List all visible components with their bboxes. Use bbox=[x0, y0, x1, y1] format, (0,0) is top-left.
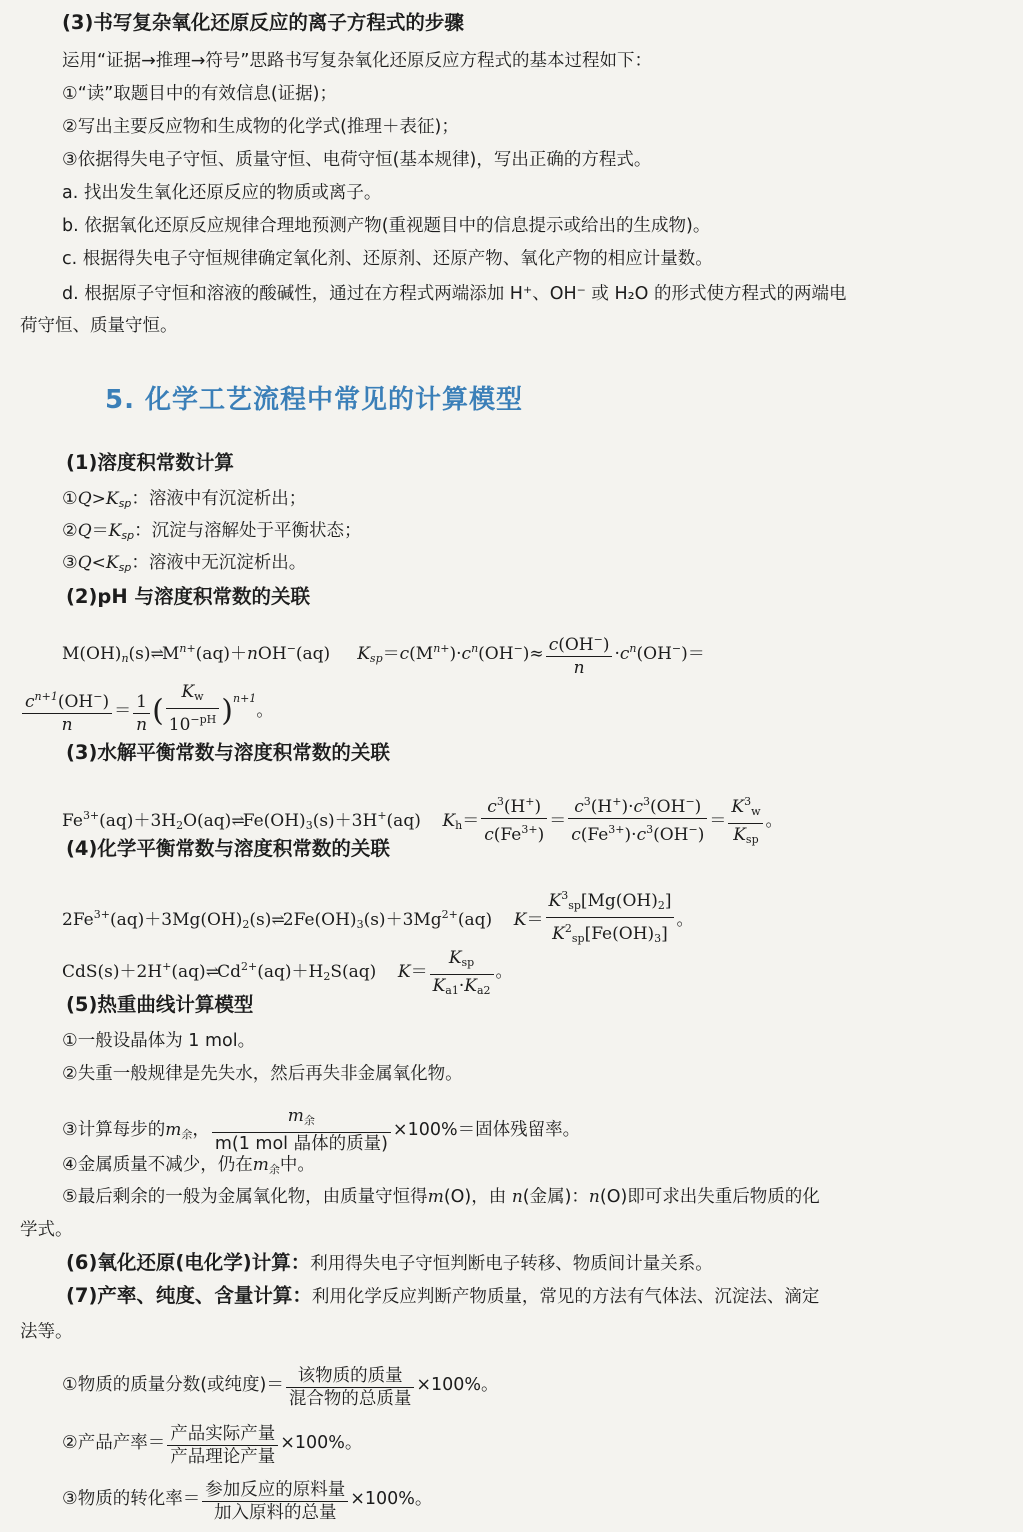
thermo-rule-1: ①一般设晶体为 1 mol。 bbox=[62, 1031, 256, 1051]
step-c: c. 根据得失电子守恒规律确定氧化剂、还原剂、还原产物、氧化产物的相应计量数。 bbox=[62, 249, 713, 269]
conversion-label: ③物质的转化率＝ bbox=[62, 1489, 201, 1509]
part-6-title: (6)氧化还原(电化学)计算： bbox=[66, 1251, 311, 1274]
mass-fraction-formula bbox=[62, 1366, 499, 1409]
part-3-title: (3)水解平衡常数与溶度积常数的关联 bbox=[66, 741, 390, 764]
mass-fraction-percent: ×100%。 bbox=[416, 1375, 499, 1395]
mass-fraction-label: ①物质的质量分数(或纯度)＝ bbox=[62, 1375, 284, 1395]
yield-denominator: 产品理论产量 bbox=[170, 1447, 276, 1467]
conversion-numerator: 参加反应的原料量 bbox=[202, 1480, 348, 1502]
conversion-percent: ×100%。 bbox=[350, 1489, 433, 1509]
yield-formula bbox=[62, 1424, 362, 1467]
part-4-title: (4)化学平衡常数与溶度积常数的关联 bbox=[66, 837, 390, 860]
equilibrium-equation-2: $CdS(s)+2H^+(aq)\rightleftharpoons Cd^{2+}(aq)+H_2S(aq)$ K＝ $\frac{K_{sp}}{K_{a1}\cdot K_{a2}}$ 。 bbox=[62, 948, 513, 997]
thermo-rule-3: ③计算每步的$m_余$， $\frac{m_余}{\text{m(1 mol 晶体的质量)}}$ ×100%＝固体残留率。 bbox=[62, 1106, 581, 1154]
ksp-rule-1-text: 溶液中有沉淀析出； bbox=[148, 489, 307, 509]
yield-percent: ×100%。 bbox=[280, 1433, 363, 1453]
thermo-rule-4: ④金属质量不减少，仍在$m_余$中。 bbox=[62, 1155, 315, 1176]
mass-fraction-numerator: 该物质的质量 bbox=[286, 1366, 415, 1388]
step-2: ②写出主要反应物和生成物的化学式(推理＋表征)； bbox=[62, 117, 459, 137]
thermo-rule-5-part-a: ⑤最后剩余的一般为金属氧化物，由质量守恒得 bbox=[62, 1187, 428, 1207]
part-6 bbox=[66, 1250, 713, 1277]
thermo-rule-5-cont: 学式。 bbox=[20, 1220, 73, 1240]
ph-ksp-equation-line1: $M(OH)_n(s)\rightleftharpoons M^{n+}(aq)+nOH^-(aq)$ $K_{sp}=c(M^{n+})\cdot c^n(OH^-)\approx$ $\frac{c(OH^-)}{n}$ $\cdot c^n(OH^-)=$ bbox=[62, 630, 705, 678]
equilibrium-equation-1: $2Fe^{3+}(aq)+3Mg(OH)_2(s)\rightleftharpoons 2Fe(OH)_3(s)+3Mg^{2+}(aq)$ K＝ $\frac{K^3_{sp}[Mg(OH)_2]}{K^2_{sp}[Fe(OH)_3]}$ 。 bbox=[62, 886, 693, 949]
ksp-rule-2-text: 沉淀与溶解处于平衡状态； bbox=[151, 521, 362, 541]
thermo-rule-5-part-b: 即可求出失重后物质的化 bbox=[627, 1187, 820, 1207]
thermo-rule-3-suffix: ×100%＝固体残留率。 bbox=[392, 1120, 581, 1140]
yield-numerator: 产品实际产量 bbox=[167, 1424, 278, 1446]
part-7-text: 利用化学反应判断产物质量，常见的方法有气体法、沉淀法、滴定 bbox=[311, 1287, 820, 1307]
thermo-rule-5: ⑤最后剩余的一般为金属氧化物，由质量守恒得m(O)，由 n(金属)：n(O)即可求出失重后物质的化 bbox=[62, 1187, 820, 1207]
step-a: a. 找出发生氧化还原反应的物质或离子。 bbox=[62, 183, 382, 203]
part-6-text: 利用得失电子守恒判断电子转移、物质间计量关系。 bbox=[310, 1254, 713, 1274]
section-5-title: 5. 化学工艺流程中常见的计算模型 bbox=[105, 385, 524, 415]
yield-label: ②产品产率＝ bbox=[62, 1433, 166, 1453]
part-7-cont: 法等。 bbox=[20, 1322, 73, 1342]
part-5-title: (5)热重曲线计算模型 bbox=[66, 993, 254, 1016]
part-7-title: (7)产率、纯度、含量计算： bbox=[66, 1284, 312, 1307]
step-d-line1: d. 根据原子守恒和溶液的酸碱性，通过在方程式两端添加 H⁺、OH⁻ 或 H₂O 的形式使方程式的两端电 bbox=[62, 284, 847, 304]
section-3-intro: 运用“证据→推理→符号”思路书写复杂氧化还原反应方程式的基本过程如下： bbox=[62, 51, 652, 71]
ksp-rule-2: $②Q=K_{sp}$：沉淀与溶解处于平衡状态； bbox=[62, 521, 362, 542]
conversion-denominator: 加入原料的总量 bbox=[213, 1503, 337, 1523]
ksp-rule-3: $③Q<K_{sp}$：溶液中无沉淀析出。 bbox=[62, 553, 307, 574]
thermo-rule-3-denominator: m(1 mol 晶体的质量) bbox=[214, 1134, 388, 1154]
part-2-title: (2)pH 与溶度积常数的关联 bbox=[66, 585, 310, 608]
thermo-rule-4-prefix: ④金属质量不减少，仍在 bbox=[62, 1155, 253, 1175]
step-d-line2: 荷守恒、质量守恒。 bbox=[20, 316, 178, 336]
part-1-title: (1)溶度积常数计算 bbox=[66, 451, 234, 474]
section-3-title: (3)书写复杂氧化还原反应的离子方程式的步骤 bbox=[62, 11, 464, 34]
thermo-rule-4-suffix: 中。 bbox=[279, 1155, 315, 1175]
step-1: ①“读”取题目中的有效信息(证据)； bbox=[62, 84, 337, 104]
thermo-rule-2: ②失重一般规律是先失水，然后再失非金属氧化物。 bbox=[62, 1064, 463, 1084]
mass-fraction-denominator: 混合物的总质量 bbox=[288, 1389, 412, 1409]
part-7 bbox=[66, 1283, 819, 1310]
step-b: b. 依据氧化还原反应规律合理地预测产物(重视题目中的信息提示或给出的生成物)。 bbox=[62, 216, 711, 236]
step-3: ③依据得失电子守恒、质量守恒、电荷守恒(基本规律)，写出正确的方程式。 bbox=[62, 150, 652, 170]
ksp-rule-3-text: 溶液中无沉淀析出。 bbox=[148, 553, 307, 573]
ph-ksp-equation-line2: $\frac{c^{n+1}(OH^-)}{n}$ ＝ $\frac{1}{n}$ ( $\frac{K_w}{10^{-pH}}$ )$^{n+1}$。 bbox=[20, 682, 273, 735]
ksp-rule-1: $①Q>K_{sp}$：溶液中有沉淀析出； bbox=[62, 489, 307, 510]
hydrolysis-equation: $Fe^{3+}(aq)+3H_2O(aq)\rightleftharpoons Fe(OH)_3(s)+3H^+(aq)$ $K_h=$ $\frac{c^3(H^+)}{c(Fe^{3+})}$ ＝ $\frac{c^3(H^+)\cdot c^3(OH^-)}{c(Fe^{3+})\cdot c^3(OH^-)}$ ＝ $\frac{K^3_w}{K_{sp}}$ 。 bbox=[62, 792, 782, 850]
thermo-rule-3-prefix: ③计算每步的 bbox=[62, 1120, 166, 1140]
conversion-formula bbox=[62, 1480, 432, 1523]
